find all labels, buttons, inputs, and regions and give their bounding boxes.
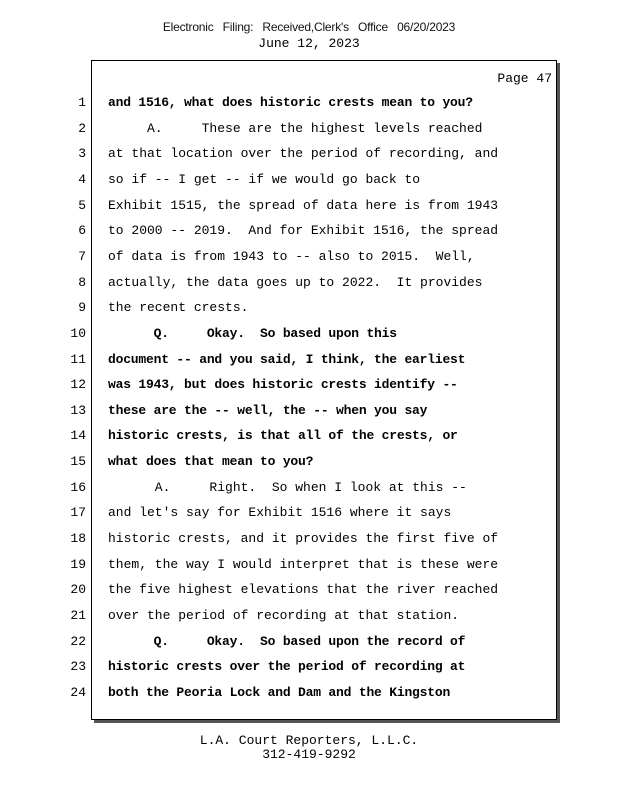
transcript-line bbox=[0, 326, 618, 351]
line-text: document -- and you said, I think, the earliest bbox=[108, 351, 466, 367]
reporter-company: L.A. Court Reporters, L.L.C. bbox=[199, 733, 419, 748]
line-text: the five highest elevations that the river reached bbox=[108, 582, 499, 598]
page-number: Page 47 bbox=[497, 71, 552, 86]
line-number: 9 bbox=[78, 300, 86, 316]
line-number: 13 bbox=[70, 402, 86, 418]
line-text: and let's say for Exhibit 1516 where it says bbox=[108, 505, 452, 521]
line-text: these are the -- well, the -- when you say bbox=[108, 402, 428, 418]
line-number: 4 bbox=[78, 171, 86, 187]
line-number: 5 bbox=[78, 197, 86, 213]
line-number: 15 bbox=[70, 454, 86, 470]
line-text: historic crests over the period of recording at bbox=[108, 659, 466, 675]
line-text: both the Peoria Lock and Dam and the Kingston bbox=[108, 684, 451, 700]
line-number: 11 bbox=[70, 351, 86, 367]
line-text: A. Right. So when I look at this -- bbox=[108, 479, 467, 495]
transcript-line bbox=[0, 146, 618, 171]
transcript-line bbox=[0, 121, 618, 146]
reporter-phone: 312-419-9292 bbox=[262, 747, 356, 762]
line-text: to 2000 -- 2019. And for Exhibit 1516, the spread bbox=[108, 223, 499, 239]
line-text: the recent crests. bbox=[108, 300, 249, 316]
line-number: 19 bbox=[70, 556, 86, 572]
line-number: 1 bbox=[78, 95, 86, 110]
line-number: 12 bbox=[70, 377, 86, 393]
transcript-line bbox=[0, 659, 618, 684]
line-text: what does that mean to you? bbox=[108, 454, 314, 470]
line-number: 14 bbox=[70, 428, 86, 444]
transcript-line bbox=[0, 352, 618, 377]
line-text: Exhibit 1515, the spread of data here is from 1943 bbox=[108, 197, 499, 213]
transcript-line bbox=[0, 198, 618, 223]
line-number: 18 bbox=[70, 531, 86, 547]
line-text: Q. Okay. So based upon this bbox=[108, 325, 397, 341]
line-number: 17 bbox=[70, 505, 86, 521]
transcript-line bbox=[0, 454, 618, 479]
line-number: 22 bbox=[70, 633, 86, 649]
line-text: Q. Okay. So based upon the record of bbox=[108, 633, 466, 649]
line-text: historic crests, is that all of the crests, or bbox=[108, 428, 458, 444]
transcript-line bbox=[0, 531, 618, 556]
line-number: 16 bbox=[70, 479, 86, 495]
transcript-line bbox=[0, 505, 618, 530]
line-text: of data is from 1943 to -- also to 2015. Well, bbox=[108, 248, 475, 264]
line-text: historic crests, and it provides the first five of bbox=[108, 531, 499, 547]
line-text: so if -- I get -- if we would go back to bbox=[108, 171, 421, 187]
line-number: 3 bbox=[78, 146, 86, 162]
transcript-date: June 12, 2023 bbox=[258, 36, 360, 51]
line-text: them, the way I would interpret that is these were bbox=[108, 556, 499, 572]
line-text: A. These are the highest levels reached bbox=[108, 120, 483, 136]
line-number: 23 bbox=[70, 659, 86, 675]
transcript-line bbox=[0, 634, 618, 659]
line-text: actually, the data goes up to 2022. It provides bbox=[108, 274, 483, 290]
line-number: 7 bbox=[78, 248, 86, 264]
transcript-line bbox=[0, 223, 618, 248]
line-text: at that location over the period of recording, and bbox=[108, 146, 499, 162]
transcript-line bbox=[0, 95, 618, 120]
transcript-line bbox=[0, 275, 618, 300]
line-number: 21 bbox=[70, 608, 86, 623]
transcript-line bbox=[0, 557, 618, 582]
line-number: 10 bbox=[70, 325, 86, 341]
transcript-line bbox=[0, 428, 618, 453]
line-number: 2 bbox=[78, 120, 86, 136]
line-number: 6 bbox=[78, 223, 86, 239]
transcript-line bbox=[0, 377, 618, 402]
transcript-line bbox=[0, 249, 618, 274]
transcript-line bbox=[0, 685, 618, 710]
line-text: and 1516, what does historic crests mean to you? bbox=[108, 95, 473, 110]
transcript-line bbox=[0, 300, 618, 325]
transcript-line bbox=[0, 403, 618, 428]
line-number: 8 bbox=[78, 274, 86, 290]
line-number: 24 bbox=[70, 684, 86, 700]
filing-stamp: Electronic Filing: Received,Clerk's Office 06/20/2023 bbox=[162, 20, 456, 34]
transcript-line bbox=[0, 480, 618, 505]
transcript-line bbox=[0, 172, 618, 197]
line-text: over the period of recording at that station. bbox=[108, 608, 460, 623]
transcript-line bbox=[0, 582, 618, 607]
line-number: 20 bbox=[70, 582, 86, 598]
transcript-line bbox=[0, 608, 618, 633]
line-text: was 1943, but does historic crests identify -- bbox=[108, 377, 458, 393]
